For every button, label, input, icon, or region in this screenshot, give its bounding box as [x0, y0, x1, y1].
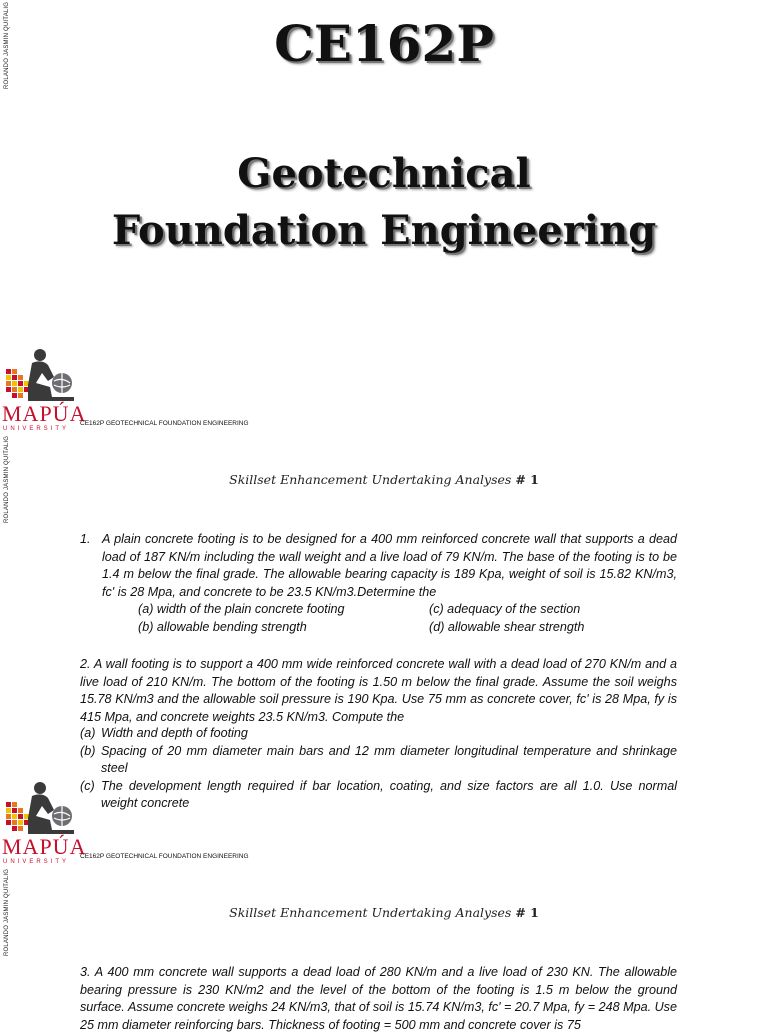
problem-2-item-b-text: Spacing of 20 mm diameter main bars and 12 mm diameter longitudinal temperature and shrinkage steel — [101, 743, 677, 776]
problem-3-text: 3. A 400 mm concrete wall supports a dead load of 280 KN/m and a live load of 230 KN. The allowable bearing pressure is 230 KN/m2 and the level of the bottom of the footing is 1.5 m below the ground surface. Assume concrete weighs 24 KN/m3, that of soil is 15.74 KN/m3, fc' = 20.7 Mpa, fy = 248 Mpa. Use 25 mm diameter reinforcing bars. Thickness of footing = 500 mm and concrete cover is 75 — [80, 965, 677, 1032]
page-header-text: CE162P GEOTECHNICAL FOUNDATION ENGINEERING — [80, 420, 249, 427]
problem-2-item-c-label: (c) — [80, 778, 95, 793]
skillset-title — [0, 472, 768, 487]
problem-1-option-b: (b) allowable bending strength — [138, 620, 307, 634]
problem-1-option-c: (c) adequacy of the section — [429, 602, 581, 616]
university-logo — [2, 347, 87, 435]
problem-2 — [80, 656, 677, 726]
logo-name: MAPÚA — [2, 834, 87, 859]
logo-emblem-icon — [2, 347, 78, 405]
problem-1-text: A plain concrete footing is to be designed for a 400 mm reinforced concrete wall that supports a dead load of 187 KN/m including the wall weight and a live load of 79 KN/m. The base of the footing is to be 1.4 m below the final grade. The allowable bearing capacity is 189 Kpa, weight of soil is 15.82 KN/m3, fc' is 28 Mpa, and concrete to be 23.5 KN/m3.Determine the — [102, 532, 677, 599]
problem-1-option-d: (d) allowable shear strength — [429, 620, 585, 634]
problem-2-item-c-text: The development length required if bar location, coating, and size factors are all 1.0. Use normal weight concrete — [101, 778, 677, 811]
side-author-label-bottom: ROLANDO JASMIN QUITALIG — [4, 868, 10, 956]
skillset-number: # 1 — [515, 905, 539, 920]
problem-2-item-a-text: Width and depth of footing — [101, 726, 248, 740]
logo-subtitle: UNIVERSITY — [3, 426, 70, 432]
skillset-title-text: Skillset Enhancement Undertaking Analyses — [229, 905, 512, 920]
page-header-text-page2: CE162P GEOTECHNICAL FOUNDATION ENGINEERING — [80, 853, 249, 860]
university-logo-page2 — [2, 780, 87, 868]
skillset-number: # 1 — [515, 472, 539, 487]
side-author-label-top: ROLANDO JASMIN QUITALIG — [4, 1, 10, 89]
problem-2-item-c — [80, 778, 677, 813]
logo-emblem-icon — [2, 780, 78, 838]
problem-2-item-a-label: (a) — [80, 726, 96, 740]
problem-2-text: 2. A wall footing is to support a 400 mm wide reinforced concrete wall with a dead load of 270 KN/m and a live load of 210 KN/m. The bottom of the footing is 1.50 m below the final grade. Assume the soil weighs 15.78 KN/m3 and the allowable soil pressure is 190 Kpa. Use 75 mm as concrete cover, fc' is 28 Mpa, fy is 415 Mpa, and concrete weights 23.5 KN/m3. Compute the — [80, 657, 677, 724]
problem-1-option-a: (a) width of the plain concrete footing — [138, 602, 345, 616]
skillset-title-page2 — [0, 905, 768, 920]
problem-1 — [80, 531, 677, 601]
logo-name: MAPÚA — [2, 401, 87, 426]
skillset-title-text: Skillset Enhancement Undertaking Analyses — [229, 472, 512, 487]
course-title-line2: Foundation Engineering — [111, 207, 657, 254]
problem-2-subitems — [80, 725, 677, 813]
problem-2-item-b — [80, 743, 677, 778]
logo-subtitle: UNIVERSITY — [3, 859, 70, 865]
problem-2-item-a — [80, 725, 677, 743]
problem-1-options — [0, 601, 768, 641]
side-author-label-middle: ROLANDO JASMIN QUITALIG — [4, 435, 10, 523]
course-title-line1: Geotechnical — [237, 150, 531, 197]
problem-2-item-b-label: (b) — [80, 743, 96, 758]
course-code: CE162P — [274, 14, 494, 73]
problem-1-number: 1. — [80, 532, 91, 546]
